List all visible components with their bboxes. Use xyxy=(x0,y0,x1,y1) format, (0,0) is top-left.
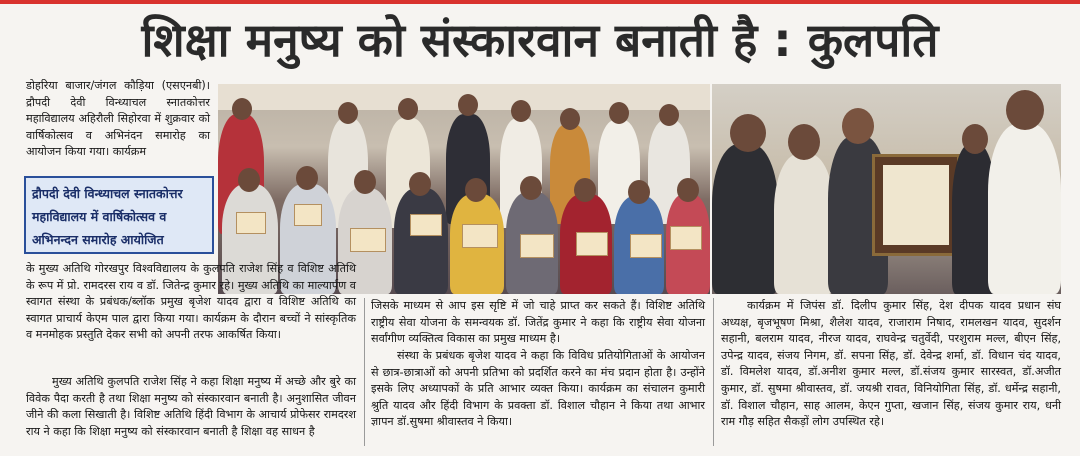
intro-paragraph: डोहरिया बाजार/जंगल कौड़िया (एसएनबी)। द्रौपदी देवी विन्ध्याचल स्नातकोत्तर महाविद्यालय अहिरौली सिहोरवा में शुक्रवार को वार्षिकोत्सव व अभिनंदन समारोह का आयोजन किया गया। कार्यक्रम xyxy=(26,79,210,159)
body-paragraph-3: जिसके माध्यम से आप इस सृष्टि में जो चाहे प्राप्त कर सकते हैं। विशिष्ट अतिथि राष्ट्रीय सेवा योजना के समन्वयक डॉ. जितेंद्र कुमार ने कहा कि राष्ट्रीय सेवा योजना सर्वांगीण व्यक्तित्व विकास का प्रमुख माध्यम है। xyxy=(371,299,705,346)
headline: शिक्षा मनुष्य को संस्कारवान बनाती है : कुलपति xyxy=(141,13,939,67)
column-divider xyxy=(364,298,365,446)
column-divider-2 xyxy=(713,298,714,446)
subheading-box: द्रौपदी देवी विन्ध्याचल स्नातकोत्तर महाविद्यालय में वार्षिकोत्सव व अभिनन्दन समारोह आयोजित xyxy=(24,176,214,254)
body-paragraph-4: संस्था के प्रबंधक बृजेश यादव ने कहा कि विविध प्रतियोगिताओं के आयोजन से छात्र-छात्राओं को अपनी प्रतिभा को प्रदर्शित करने का मंच प्रदान होता है। उन्होंने इसके लिए अध्यापकों के प्रति आभार व्यक्त किया। कार्यक्रम का संचालन कुमारी श्रुति यादव और हिंदी विभाग के प्रवक्ता डॉ. विशाल चौहान ने किया तथा आभार ज्ञापन डॉ.सुषमा श्रीवास्तव ने किया। xyxy=(371,349,705,429)
framed-certificate xyxy=(872,154,960,256)
body-paragraph-5: कार्यक्रम में जिपंस डॉ. दिलीप कुमार सिंह, देश दीपक यादव प्रधान संघ अध्यक्ष, बृजभूषण मिश्रा, शैलेश यादव, राजाराम निषाद, रामलखन यादव, सुदर्शन सहानी, बलराम यादव, नीरज यादव, राघवेन्द्र चतुर्वेदी, परशुराम मल्ल, बीएन सिंह, उपेन्द्र यादव, संजय निगम, डॉ. सपना सिंह, डॉ. देवेन्द्र शर्मा, डॉ. विधान चंद यादव, डॉ. विमलेश यादव, डॉ.अनीश कुमार मल्ल, डॉ.संजय कुमार सारस्वत, डॉ.अजीत कुमार, डॉ. सुषमा श्रीवास्तव, डॉ. जयश्री रावत, विनियोगिता सिंह, डॉ. धर्मेन्द्र सहानी, डॉ. विशाल चौहान, साह आलम, केएन गुप्ता, खजान सिंह, संजय कुमार राय, धनी राम गौड़ सहित सैकड़ों लोग उपस्थित रहे। xyxy=(721,299,1061,429)
body-paragraph-2: मुख्य अतिथि कुलपति राजेश सिंह ने कहा शिक्षा मनुष्य में अच्छे और बुरे का विवेक पैदा करती है तथा शिक्षा मनुष्य को संस्कारवान बनाती है। अनुशासित जीवन जीने की कला सिखाती है। विशिष्ट अतिथि हिंदी विभाग के आचार्य प्रोफेसर रामदरश राय ने कहा कि शिक्षा मनुष्य को संस्कारवान बनाती है शिक्षा वह साधन है xyxy=(26,375,356,438)
top-rule xyxy=(0,0,1080,4)
honour-presentation-photo xyxy=(712,84,1061,294)
body-paragraph-1: के मुख्य अतिथि गोरखपुर विश्वविद्यालय के कुलपति राजेश सिंह व विशिष्ट अतिथि के रूप में प्रो. रामदरस राय व डॉ. जितेन्द्र कुमार रहे। मुख्य अतिथि का माल्यार्पण व स्वागत संस्था के प्रबंधक/ब्लॉक प्रमुख बृजेश यादव द्वारा व विशिष्ट अतिथि का स्वागत प्राचार्य केएम पाल द्वारा किया गया। कार्यक्रम के दौरान बच्चों ने सांस्कृतिक व मनमोहक प्रस्तुति देकर सभी को अपनी तरफ आकर्षित किया। xyxy=(26,262,356,342)
